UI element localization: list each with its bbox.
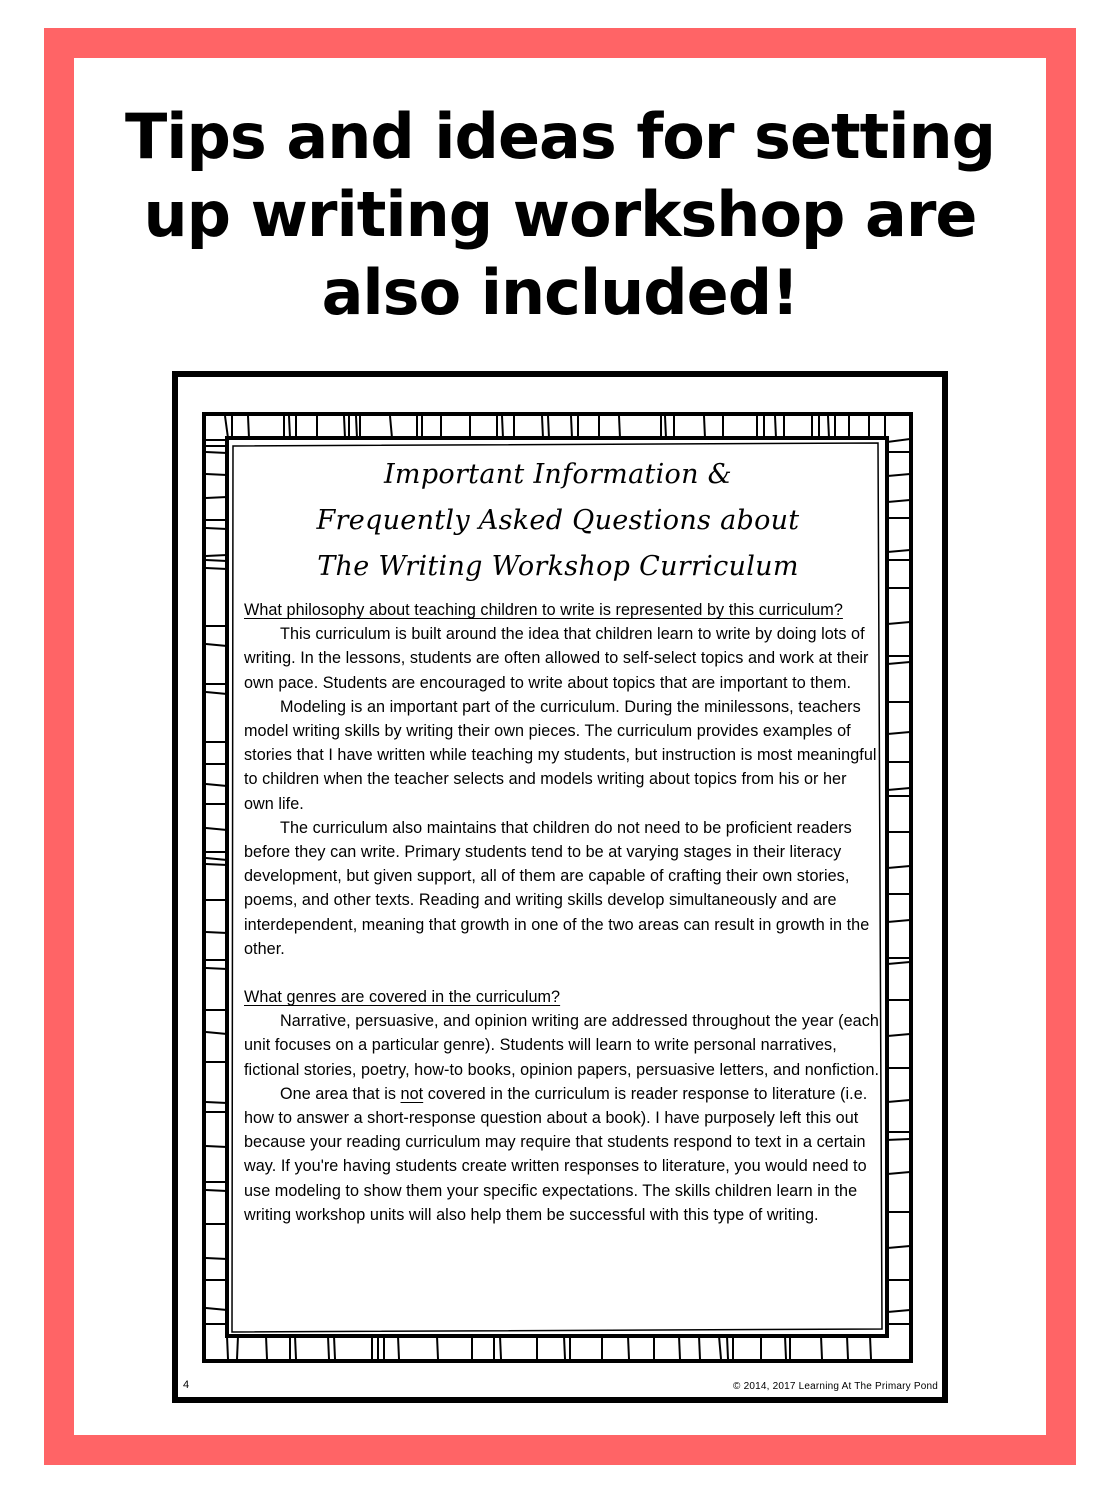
emphasis-underlined: not xyxy=(400,1084,424,1103)
paragraph: Narrative, persuasive, and opinion writing are addressed throughout the year (each unit focuses on a particular genre). Students will learn to write personal narratives, fictional stories, poetry, how-to books, opinion papers, persuasive letters, and nonfiction. xyxy=(244,1012,880,1079)
document-title-line-2: Frequently Asked Questions about xyxy=(316,505,800,536)
faq-section-genres xyxy=(244,985,880,1227)
document-body xyxy=(244,598,880,1227)
paragraph: The curriculum also maintains that children do not need to be proficient readers before they can write. Primary students tend to be at varying stages in their literacy development, but given support, all of them are capable of crafting their own stories, poems, and other texts. Reading and writing skills develop simultaneously and are interdependent, meaning that growth in one of the two areas can result in growth in the other. xyxy=(244,818,870,958)
faq-section-philosophy xyxy=(244,598,880,961)
document-title xyxy=(240,452,876,590)
document-content xyxy=(244,452,880,1227)
headline-line-2: up writing workshop are xyxy=(143,178,977,251)
faq-question-philosophy: What philosophy about teaching children to write is represented by this curriculum? xyxy=(244,601,843,619)
paragraph: Modeling is an important part of the curriculum. During the minilessons, teachers model writing skills by writing their own pieces. The curriculum provides examples of stories that I have written while teaching my students, but instruction is most meaningful to children when the teacher selects and models writing about topics from his or her own life. xyxy=(244,697,877,813)
headline-line-3: also included! xyxy=(321,256,799,329)
copyright-footer: © 2014, 2017 Learning At The Primary Pond xyxy=(733,1381,938,1392)
headline xyxy=(74,98,1046,332)
page-number: 4 xyxy=(183,1379,190,1391)
paragraph-with-emphasis xyxy=(244,1082,880,1227)
headline-line-1: Tips and ideas for setting xyxy=(124,100,996,173)
paragraph-text-before: One area that is xyxy=(280,1084,401,1103)
document-title-line-1: Important Information & xyxy=(383,459,733,490)
paragraph: This curriculum is built around the idea that children learn to write by doing lots of writing. In the lessons, students are often allowed to self-select topics and work at their own pace. Students are encouraged to write about topics that are important to them. xyxy=(244,625,869,692)
faq-question-genres: What genres are covered in the curriculum? xyxy=(244,988,561,1007)
section-spacer xyxy=(244,961,880,985)
document-title-line-3: The Writing Workshop Curriculum xyxy=(317,551,799,582)
paragraph-text-after: covered in the curriculum is reader response to literature (i.e. how to answer a short-response question about a book). I have purposely left this out because your reading curriculum may require that students respond to text in a certain way. If you're having students create written responses to literature, you would need to use modeling to show them your specific expectations. The skills children learn in the writing workshop units will also help them be successful with this type of writing. xyxy=(244,1084,868,1224)
